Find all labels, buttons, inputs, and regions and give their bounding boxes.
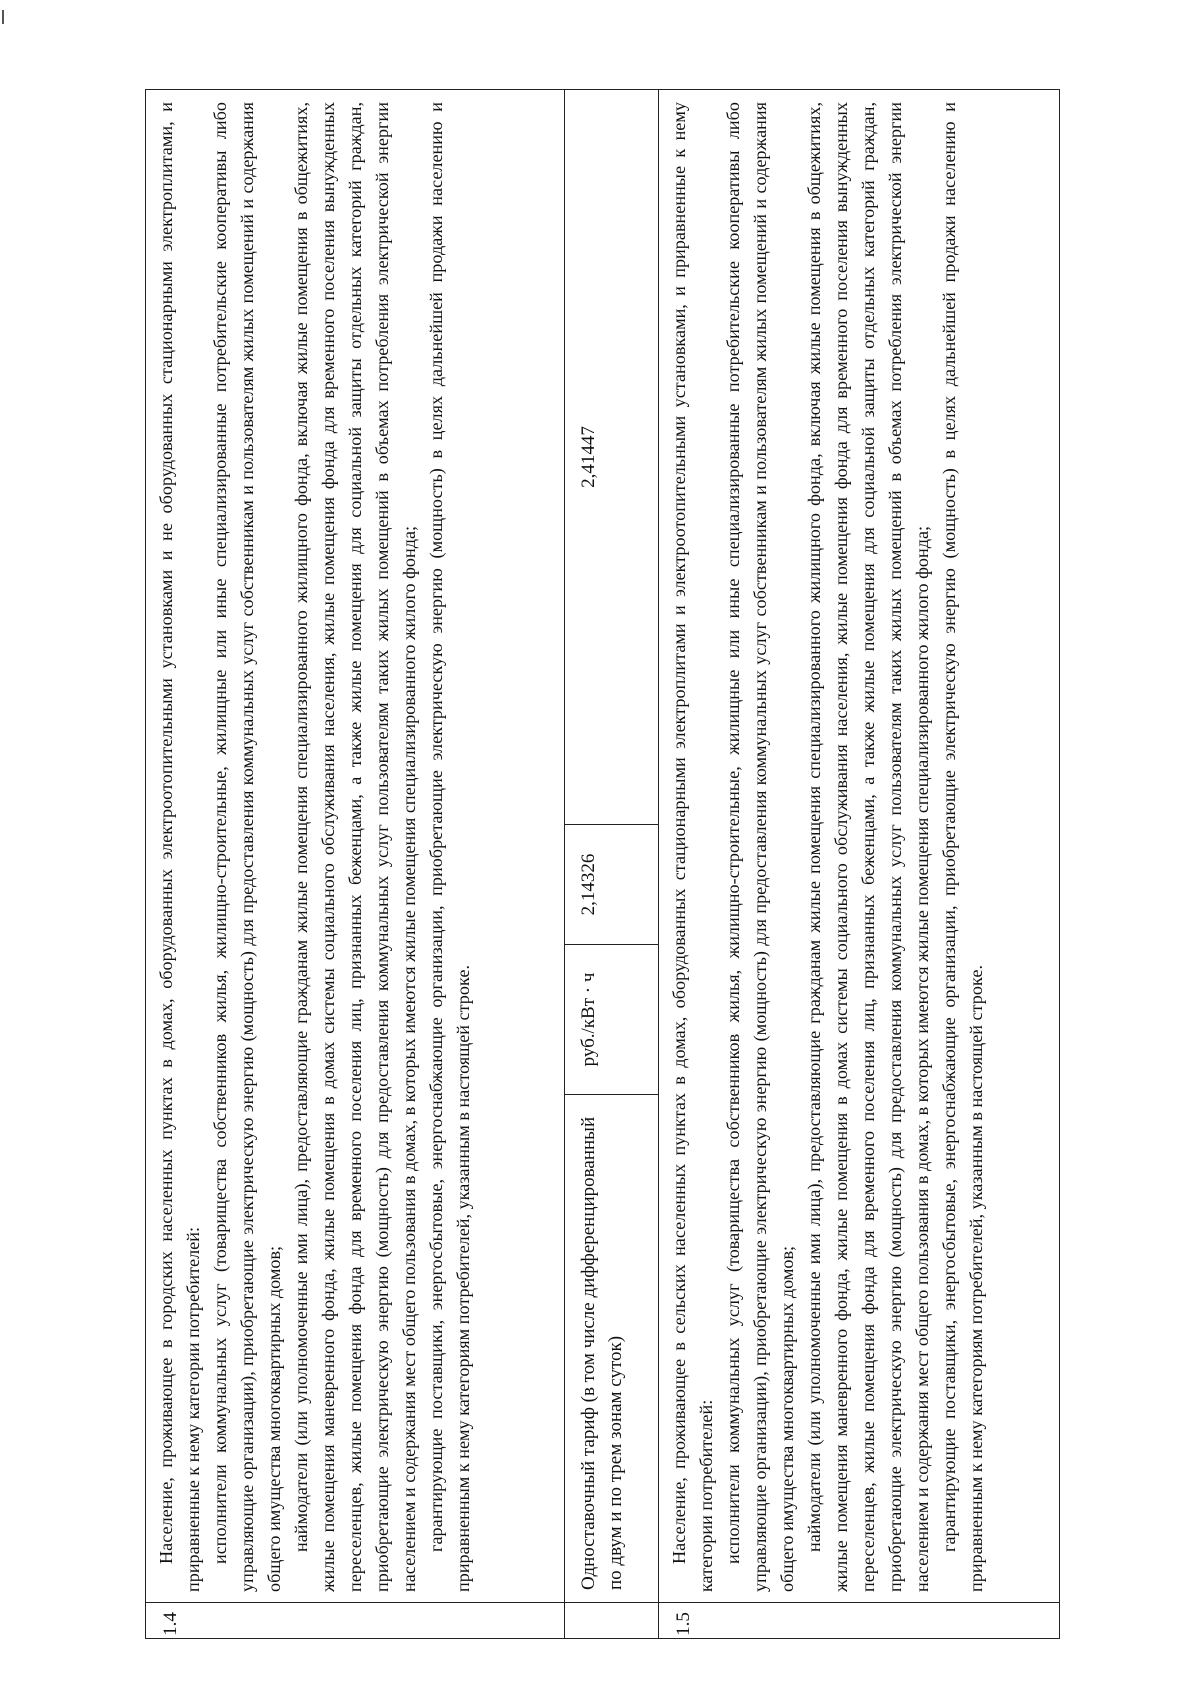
description-paragraph: Население, проживающее в городских населенных пунктах в домах, оборудованных электроотопительными установками и не оборудованных стационарными электроплитами, и приравненные к нему категории потребителей: xyxy=(156,102,203,1592)
tariff-row xyxy=(565,90,659,1638)
description-paragraph: наймодатели (или уполномоченные ими лица), предоставляющие гражданам жилые помещения специализированного жилищного фонда, включая жилые помещения в общежитиях, жилые помещения маневренного фонда, жилые помещения в домах системы социального обслуживания населения, жилые помещения фонда для временного поселения вынужденных переселенцев, жилые помещения фонда для временного поселения лиц, признанных беженцами, а также жилые помещения для социальной защиты отдельных категорий граждан, приобретающие электрическую энергию (мощность) для предоставления коммунальных услуг пользователям таких жилых помещений в объемах потребления электрической энергии населением и содержания мест общего пользования в домах, в которых имеются жилые помещения специализированного жилого фонда; xyxy=(804,102,932,1592)
row-number-empty xyxy=(565,1603,658,1638)
description-paragraph: исполнители коммунальных услуг (товарищества собственников жилья, жилищно-строительные, жилищные или иные специализированные потребительские кооперативы либо управляющие организации), приобретающие электрическую энергию (мощность) для предоставления коммунальных услуг собственникам и пользователям жилых помещений и содержания общего имущества многоквартирных домов; xyxy=(210,102,284,1592)
tariff-label: Одноставочный тариф (в том числе дифференцированный по двум и по трем зонам суток) xyxy=(578,1116,626,1590)
row-description xyxy=(659,90,1059,1603)
table-row-1-5 xyxy=(659,90,1059,1638)
row-description xyxy=(146,90,564,1603)
row-number: 1.4 xyxy=(160,1612,181,1636)
tariff-value-first-half: 2,14326 xyxy=(565,825,658,945)
scan-edge-mark xyxy=(2,10,4,24)
description-paragraph: исполнители коммунальных услуг (товарищества собственников жилья, жилищно-строительные, жилищные или иные специализированные потребительские кооперативы либо управляющие организации), приобретающие электрическую энергию (мощность) для предоставления коммунальных услуг собственникам и пользователям жилых помещений и содержания общего имущества многоквартирных домов; xyxy=(723,102,797,1592)
description-paragraph: гарантирующие поставщики, энергосбытовые, энергоснабжающие организации, приобретающие электрическую энергию (мощность) в целях дальнейшей продажи населению и приравненным к нему категориям потребителей, указанным в настоящей строке. xyxy=(426,102,473,1592)
description-paragraph: наймодатели (или уполномоченные ими лица), предоставляющие гражданам жилые помещения специализированного жилищного фонда, включая жилые помещения в общежитиях, жилые помещения маневренного фонда, жилые помещения в домах системы социального обслуживания населения, жилые помещения фонда для временного поселения вынужденных переселенцев, жилые помещения фонда для временного поселения лиц, признанных беженцами, а также жилые помещения для социальной защиты отдельных категорий граждан, приобретающие электрическую энергию (мощность) для предоставления коммунальных услуг пользователям таких жилых помещений в объемах потребления электрической энергии населением и содержания мест общего пользования в домах, в которых имеются жилые помещения специализированного жилого фонда; xyxy=(291,102,419,1592)
tariff-table xyxy=(145,89,1060,1639)
tariff-cells xyxy=(565,90,658,1603)
row-number: 1.5 xyxy=(673,1612,694,1636)
table-row-1-4 xyxy=(146,90,565,1638)
tariff-unit: руб./кВт · ч xyxy=(565,945,658,1095)
description-paragraph: Население, проживающее в сельских населенных пунктах в домах, оборудованных стационарными электроплитами и электроотопительными установками, и приравненные к нему категории потребителей: xyxy=(669,102,716,1592)
description-paragraph: гарантирующие поставщики, энергосбытовые, энергоснабжающие организации, приобретающие электрическую энергию (мощность) в целях дальнейшей продажи населению и приравненным к нему категориям потребителей, указанным в настоящей строке. xyxy=(939,102,986,1592)
tariff-value-second-half: 2,41447 xyxy=(565,90,658,825)
